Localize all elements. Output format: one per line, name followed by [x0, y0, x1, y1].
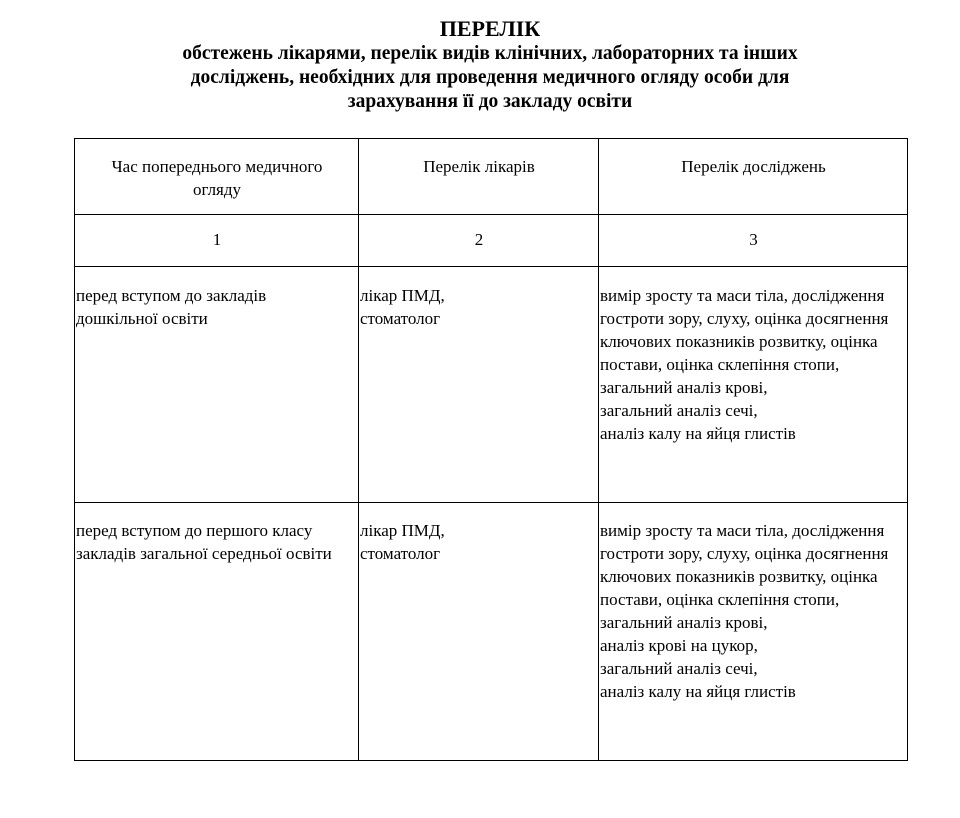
row-doctors-cell: лікар ПМД, стоматолог [359, 503, 599, 761]
header-doctors: Перелік лікарів [359, 139, 599, 215]
table-row [75, 267, 908, 503]
study-item: загальний аналіз крові, [600, 613, 768, 632]
study-item: аналіз калу на яйця глистів [600, 424, 796, 443]
study-item: оцінка досягнення ключових показників розвитку, [600, 544, 889, 586]
study-item: загальний аналіз крові, [600, 378, 768, 397]
row-studies-cell [599, 267, 908, 503]
title-subtitle-line: зарахування її до закладу освіти [347, 91, 633, 112]
column-number: 2 [359, 215, 599, 267]
study-item: оцінка постави, оцінка склепіння стопи, [600, 567, 878, 609]
header-time [75, 139, 359, 215]
column-number: 1 [75, 215, 359, 267]
title-heading: ПЕРЕЛІК [439, 16, 541, 41]
examination-table [74, 138, 908, 761]
study-item: аналіз калу на яйця глистів [600, 682, 796, 701]
study-item: оцінка постави, оцінка склепіння стопи, [600, 332, 878, 374]
study-item: загальний аналіз сечі, [600, 659, 758, 678]
document-title [80, 15, 900, 114]
title-subtitle-line: обстежень лікарями, перелік видів клінічних, лабораторних та інших [182, 43, 798, 64]
header-time-text: Час попереднього медичного огляду [111, 157, 323, 199]
title-subtitle-line: досліджень, необхідних для проведення медичного огляду особи для [190, 67, 790, 88]
row-doctors-cell: лікар ПМД, стоматолог [359, 267, 599, 503]
study-item: вимір зросту та маси тіла, [600, 286, 788, 305]
study-item: аналіз крові на цукор, [600, 636, 758, 655]
row-time-cell: перед вступом до першого класу закладів загальної середньої освіти [75, 503, 359, 761]
row-time-cell: перед вступом до закладів дошкільної освіти [75, 267, 359, 503]
table-row [75, 503, 908, 761]
study-item: дослідження гостроти зору, слуху, [600, 521, 885, 563]
study-item: загальний аналіз сечі, [600, 401, 758, 420]
column-number-row [75, 215, 908, 267]
study-item: оцінка досягнення ключових показників розвитку, [600, 309, 889, 351]
header-studies: Перелік досліджень [599, 139, 908, 215]
study-item: вимір зросту та маси тіла, [600, 521, 788, 540]
row-studies-cell [599, 503, 908, 761]
column-number: 3 [599, 215, 908, 267]
study-item: дослідження гостроти зору, слуху, [600, 286, 885, 328]
table-header-row [75, 139, 908, 215]
